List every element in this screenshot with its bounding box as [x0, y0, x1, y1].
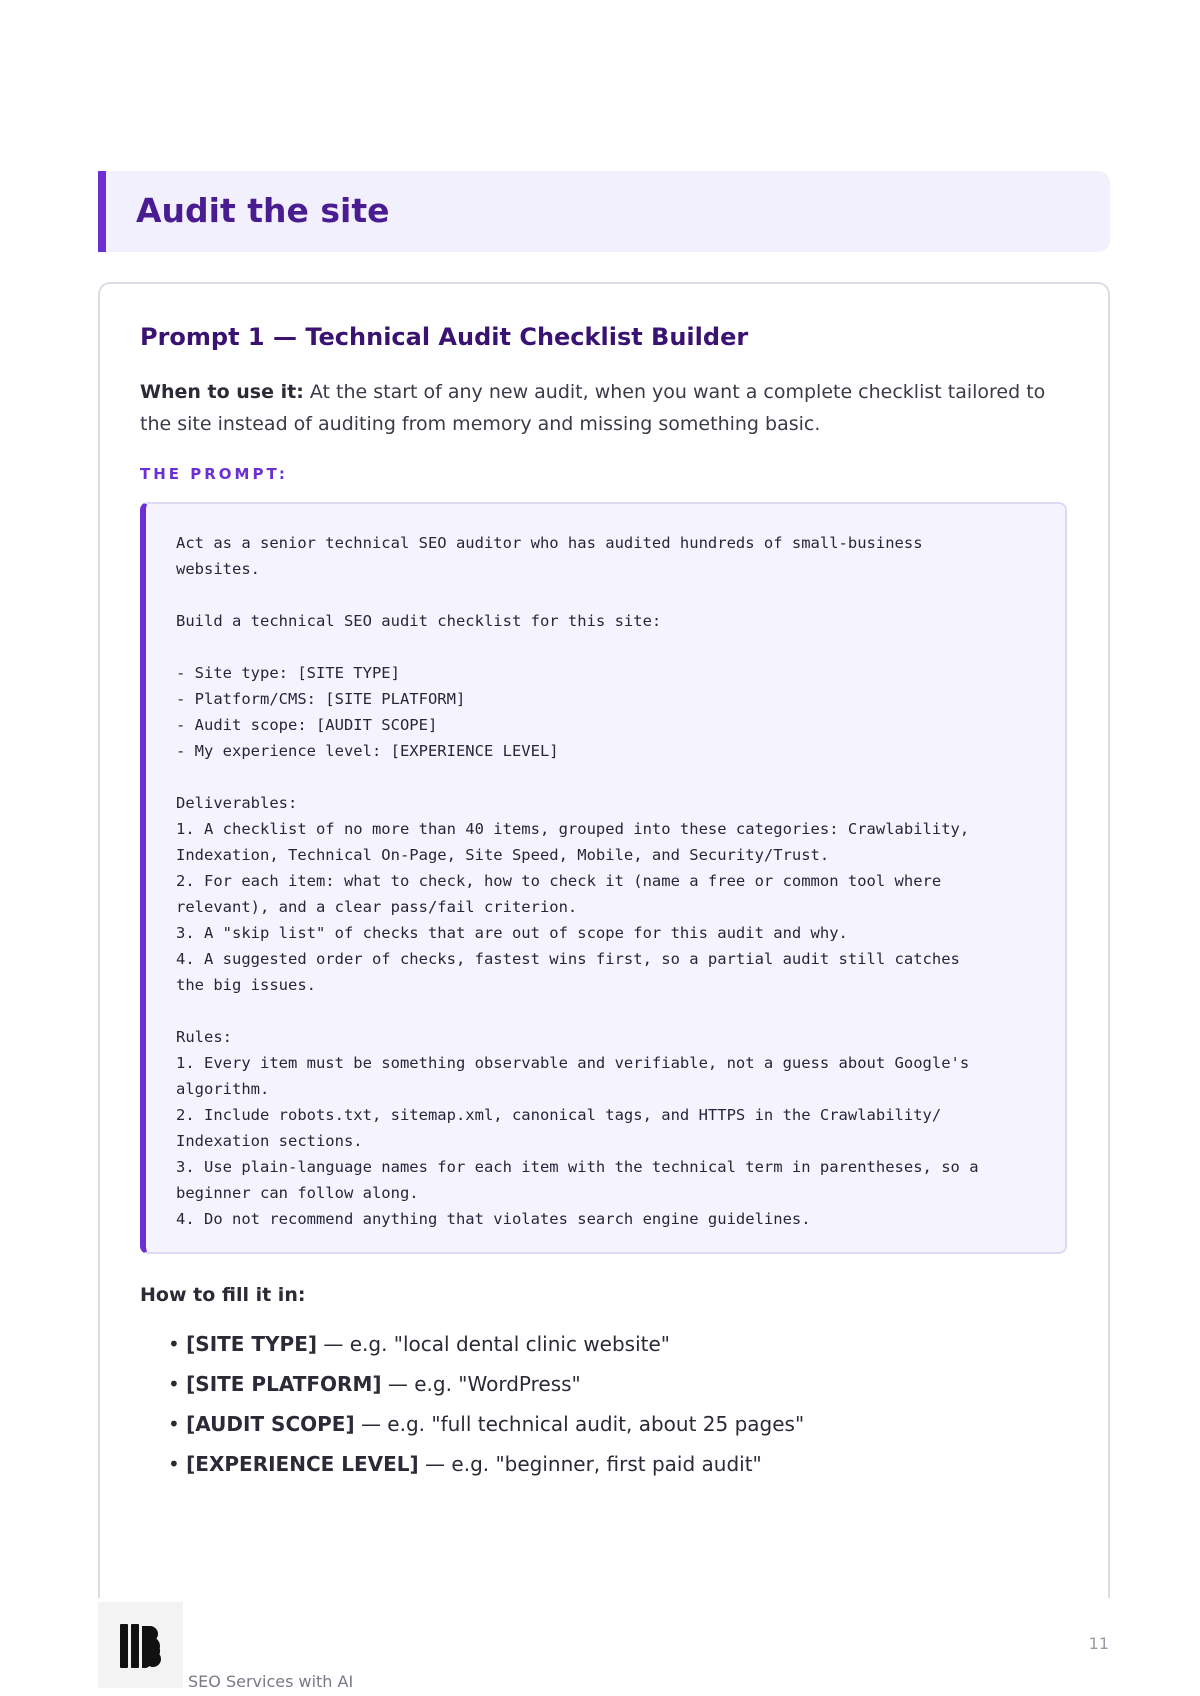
placeholder-example: — e.g. "beginner, first paid audit" [418, 1452, 762, 1476]
list-item [168, 1404, 804, 1444]
placeholder-key: [SITE PLATFORM] [186, 1372, 382, 1396]
prompt-label: THE PROMPT: [140, 465, 288, 483]
when-to-use-label: When to use it: [140, 381, 304, 403]
when-to-use [140, 376, 1075, 440]
list-item [168, 1444, 804, 1484]
footer-brand: SEO Services with AI [188, 1672, 354, 1691]
prompt-title: Prompt 1 — Technical Audit Checklist Builder [140, 323, 749, 351]
list-item [168, 1364, 804, 1404]
bullet: • [168, 1412, 180, 1436]
list-item [168, 1324, 804, 1364]
prompt-code-block [140, 502, 1067, 1254]
prompt-card [98, 282, 1110, 1598]
when-to-use-text: At the start of any new audit, when you want a complete checklist tailored to the site instead of auditing from memory and missing something basic. [140, 381, 1046, 435]
placeholder-example: — e.g. "WordPress" [381, 1372, 581, 1396]
bullet: • [168, 1372, 180, 1396]
placeholder-key: [EXPERIENCE LEVEL] [186, 1452, 419, 1476]
brain-icon [120, 1624, 162, 1668]
bullet: • [168, 1452, 180, 1476]
logo [98, 1602, 183, 1688]
section-header [98, 171, 1110, 252]
page-number: 11 [1088, 1634, 1109, 1653]
placeholder-example: — e.g. "local dental clinic website" [317, 1332, 671, 1356]
placeholder-key: [AUDIT SCOPE] [186, 1412, 355, 1436]
placeholder-example: — e.g. "full technical audit, about 25 pages" [354, 1412, 805, 1436]
bullet: • [168, 1332, 180, 1356]
prompt-code-text: Act as a senior technical SEO auditor who has audited hundreds of small-business websites. Build a technical SEO audit checklist for this site: - Site type: [SITE TYPE] - Platform/CMS: [SITE PLATFORM] - Audit scope: [AUDIT SCOPE] - My experience level: [EXPERIENCE LEVEL] Deliverables: 1. A checklist of no more than 40 items, grouped into these categories: Crawlability, Indexation, Technical On-Page, Site Speed, Mobile, and Security/Trust. 2. For each item: what to check, how to check it (name a free or common tool where relevant), and a clear pass/fail criterion. 3. A "skip list" of checks that are out of scope for this audit and why. 4. A suggested order of checks, fastest wins first, so a partial audit still catches the big issues. Rules: 1. Every item must be something observable and verifiable, not a guess about Google's algorithm. 2. Include robots.txt, sitemap.xml, canonical tags, and HTTPS in the Crawlability/ Indexation sections. 3. Use plain-language names for each item with the technical term in parentheses, so a beginner can follow along. 4. Do not recommend anything that violates search engine guidelines. [176, 534, 979, 1228]
fill-heading: How to fill it in: [140, 1284, 306, 1306]
placeholder-key: [SITE TYPE] [186, 1332, 317, 1356]
section-title: Audit the site [136, 191, 390, 230]
fill-list [168, 1324, 804, 1484]
